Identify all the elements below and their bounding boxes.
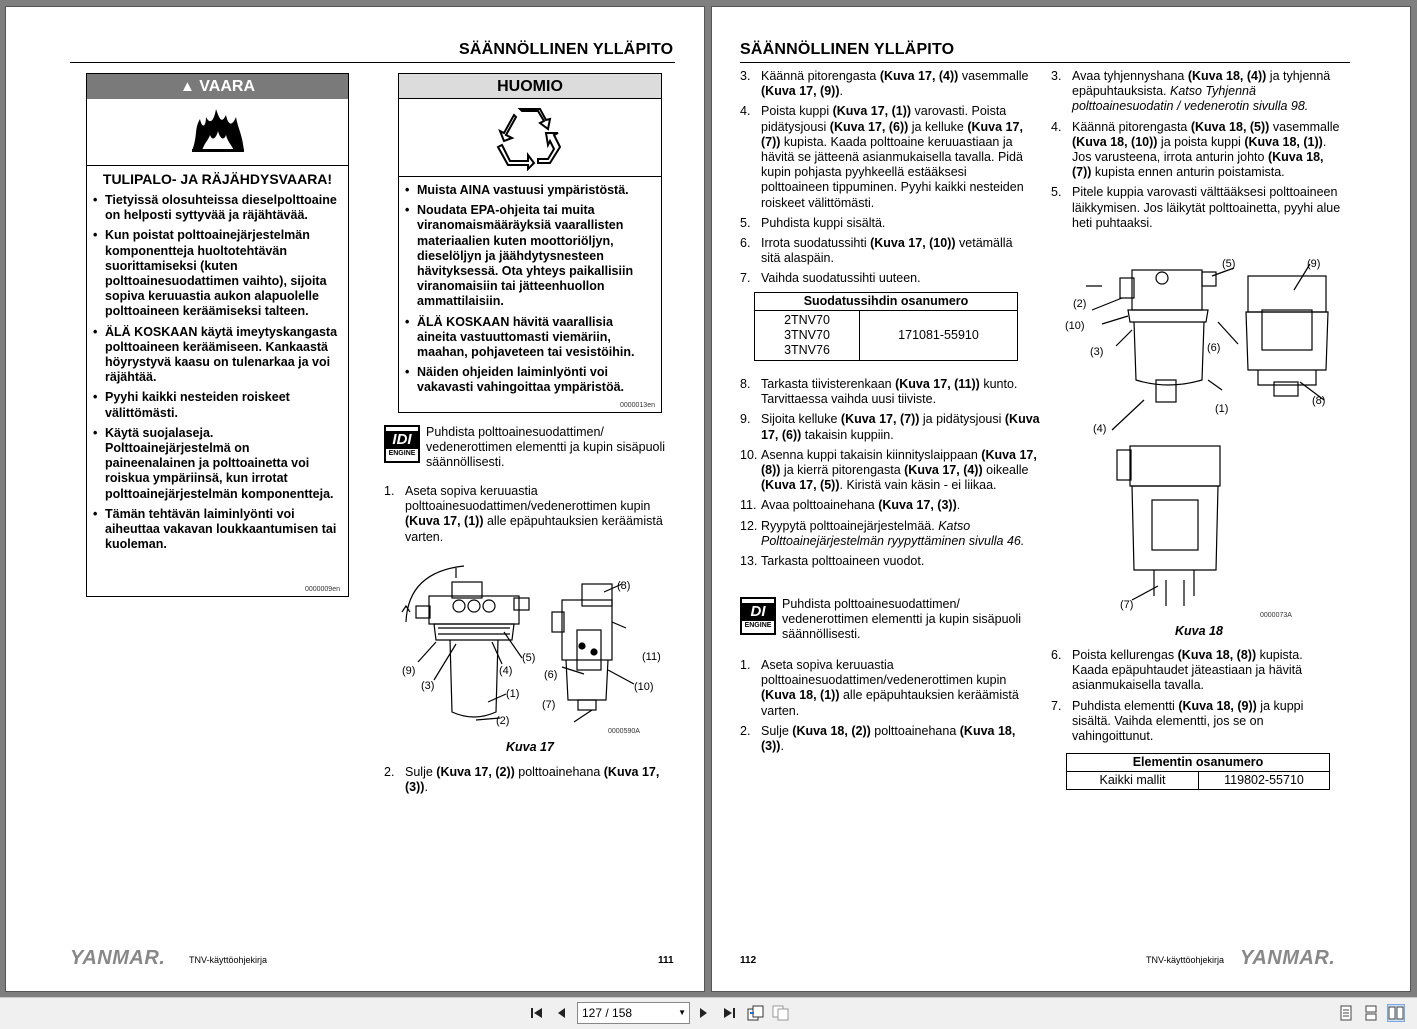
step-text: Irrota suodatussihti (Kuva 17, (10)) vetämällä sitä alaspäin. <box>761 236 1013 266</box>
callout-label: (7) <box>542 699 556 711</box>
figure-caption: Kuva 18 <box>1175 624 1223 638</box>
callout-label: (5) <box>522 652 536 664</box>
list-item <box>740 658 1040 719</box>
list-item: 1. Aseta sopiva keruuastia polttoainesuodattimen/vedenerottimen kupin (Kuva 17, (1)) alle epäpuhtauksien keräämistä varten. <box>384 484 663 544</box>
list-item: • Tietyissä olosuhteissa dieselpolttoaine on helposti syttyvää ja räjähtävää. <box>105 193 340 223</box>
element-part-table <box>1066 753 1330 790</box>
notice-heading: HUOMIO <box>399 74 661 99</box>
box-code: 0000013en <box>619 402 655 409</box>
yanmar-logo: YANMAR. <box>1240 947 1336 969</box>
callout-label: (7) <box>1120 599 1134 611</box>
list-item <box>1051 69 1341 115</box>
step-text: Sulje (Kuva 18, (2)) polttoainehana (Kuva 18, (3)). <box>761 723 1016 754</box>
callout-label: (2) <box>1073 298 1087 310</box>
danger-heading: ▲ VAARA <box>87 74 348 99</box>
step-text: Puhdista kuppi sisältä. <box>761 215 886 230</box>
step-number: 4. <box>740 104 751 119</box>
figure-caption: Kuva 17 <box>506 740 554 754</box>
page-number: 111 <box>658 955 674 966</box>
viewer-toolbar <box>0 997 1417 1029</box>
list-item <box>740 519 1040 549</box>
table-cell: 171081-55910 <box>860 311 1018 361</box>
step-text: Puhdista elementti (Kuva 18, (9)) ja kuppi sisältä. Vaihda elementti, jos se on vahingoittunut. <box>1072 698 1304 744</box>
step-number: 3. <box>740 69 751 83</box>
step-number: 6. <box>740 236 751 251</box>
previous-page-icon[interactable] <box>552 1004 570 1022</box>
step-text: Pitele kuppia varovasti välttääksesi polttoaineen läikkymisen. Jos läikytät polttoainetta, pyyhi alue heti puhtaaksi. <box>1072 185 1341 230</box>
list-item: • Noudata EPA-ohjeita tai muita viranomaismääräyksiä vaarallisten materiaalien kuten moottoriöljyn, dieselöljyn ja jäähdytysnesteen hävityksessä. Ota yhteys paikallisiin viranomaisiin tai jätteenhuollon ammattilaisiin. <box>417 203 653 309</box>
step-number: 11. <box>740 498 757 513</box>
list-item <box>740 412 1040 442</box>
recycle-icon <box>399 99 661 177</box>
callout-label: (6) <box>544 669 558 681</box>
step-text: Poista kuppi (Kuva 17, (1)) varovasti. Poista pidätysjousi (Kuva 17, (6)) ja kelluke (Kuva 17, (7)) kupista. Kaada polttoaine keruuastiaan ja hävitä se jätteenä asianmukaisella tavalla. Pidä kupin pohjasta pyyhkeellä estääksesi polttoaineen tippuminen. Pyyhi kaikki nesteiden roiskeet välittömästi. <box>761 104 1024 210</box>
callout-label: (8) <box>1312 395 1326 407</box>
list-item: 2. Sulje (Kuva 17, (2)) polttoainehana (Kuva 17, (3)). <box>384 765 660 795</box>
list-item <box>740 271 1035 286</box>
notice-list <box>399 177 661 396</box>
step-number: 8. <box>740 377 751 391</box>
step-number: 5. <box>740 215 751 230</box>
step-text: Asenna kuppi takaisin kiinnityslaippaan (Kuva 17, (8)) ja kierrä pitorengasta (Kuva 17, (4)) oikealle (Kuva 17, (5)). Kiristä vain käsin - ei liikaa. <box>761 447 1037 493</box>
di-engine-note <box>740 597 1040 643</box>
list-item: • ÄLÄ KOSKAAN hävitä vaarallisia aineita vastuuttomasti viemäriin, maahan, pohjaveteen tai vesistöihin. <box>417 315 653 361</box>
danger-title: TULIPALO- JA RÄJÄHDYSVAARA! <box>87 165 348 187</box>
list-item: • Tämän tehtävän laiminlyönti voi aiheuttaa vakavan loukkaantumisen tai kuoleman. <box>105 507 340 553</box>
last-page-icon[interactable] <box>720 1004 738 1022</box>
yanmar-logo: YANMAR. <box>70 947 166 969</box>
list-item <box>740 554 1040 569</box>
list-item <box>740 236 1035 266</box>
manual-title: TNV-käyttöohjekirja <box>189 955 268 965</box>
step-number: 9. <box>740 412 751 427</box>
list-item <box>740 498 1040 513</box>
list-item: • Kun poistat polttoainejärjestelmän komponentteja huoltotehtävän suorittamiseksi (kuten polttoainesuodattimen vaihto), sijoita sopiva keruuastia aukon alapuolelle polttoaineen keräämiseksi talteen. <box>105 228 340 319</box>
steps-list <box>384 484 684 550</box>
step-text: Käännä pitorengasta (Kuva 17, (4)) vasemmalle (Kuva 17, (9)). <box>761 69 1029 99</box>
table-cell: 119802-55710 <box>1199 772 1330 790</box>
step-number: 6. <box>1051 648 1062 662</box>
list-item <box>1051 699 1341 745</box>
single-page-view-icon[interactable] <box>1337 1004 1355 1022</box>
step-number: 12. <box>740 518 758 533</box>
callout-label: (5) <box>1222 258 1236 270</box>
step-text: Vaihda suodatussihti uuteen. <box>761 271 921 286</box>
step-number: 13. <box>740 554 758 569</box>
step-text: Tarkasta polttoaineen vuodot. <box>761 554 925 569</box>
list-item: • ÄLÄ KOSKAAN käytä imeytyskangasta polttoaineen keräämiseen. Kankaastä höyrystyvä kaasu on tulenarkaa ja voi räjähtää. <box>105 325 340 386</box>
page-112 <box>711 6 1411 992</box>
list-item <box>740 69 1035 99</box>
di-engine-icon: DI ENGINE <box>740 597 776 635</box>
callout-label: (9) <box>1307 258 1321 270</box>
page-number-input[interactable]: 127 / 158 ▼ <box>577 1002 690 1024</box>
list-item: • Muista AINA vastuusi ympäristöstä. <box>417 183 653 198</box>
next-page-icon[interactable] <box>695 1004 713 1022</box>
table-cell: Kaikki mallit <box>1067 772 1199 790</box>
engine-note-text: Puhdista polttoainesuodattimen/ vedenerottimen elementti ja kupin sisäpuoli säännöllisesti. <box>426 425 666 470</box>
steps-list <box>740 658 1040 759</box>
callout-label: (4) <box>499 665 513 677</box>
callout-label: (8) <box>617 580 631 592</box>
callout-label: (9) <box>402 665 416 677</box>
previous-view-icon[interactable] <box>747 1004 765 1022</box>
steps-list <box>1051 69 1341 236</box>
first-page-icon[interactable] <box>528 1004 546 1022</box>
list-item <box>1051 185 1341 231</box>
step-text: Tarkasta tiivisterenkaan (Kuva 17, (11)) kunto. Tarvittaessa vaihda uusi tiiviste. <box>761 377 1018 407</box>
steps-list <box>740 69 1035 292</box>
page-111 <box>5 6 705 992</box>
danger-list <box>87 187 348 552</box>
fire-icon <box>87 99 348 159</box>
step-number: 4. <box>1051 119 1062 134</box>
callout-label: (3) <box>421 680 435 692</box>
step-number: 2. <box>740 723 751 738</box>
list-item: • Käytä suojalaseja. Polttoainejärjestelmä on paineenalainen ja polttoainetta voi roiskua ympäriinsä, kun irrotat polttoainejärjestelmän komponentteja. <box>105 426 340 502</box>
step-number: 5. <box>1051 185 1062 200</box>
header-rule <box>70 62 675 63</box>
step-text: Aseta sopiva keruuastia polttoainesuodattimen/vedenerottimen kupin (Kuva 18, (1)) alle epäpuhtauksien keräämistä varten. <box>761 658 1019 718</box>
list-item <box>740 216 1035 231</box>
continuous-view-icon[interactable] <box>1362 1004 1380 1022</box>
page-number: 112 <box>740 955 757 966</box>
step-text: Avaa tyhjennyshana (Kuva 18, (4)) ja tyhjennä epäpuhtauksista. Katso Tyhjennä polttoainesuodatin / vedenerotin sivulla 98. <box>1072 69 1331 114</box>
callout-label: (2) <box>496 715 510 727</box>
step-text: Ryypytä polttoainejärjestelmää. Katso Polttoainejärjestelmän ryypyttäminen sivulla 46. <box>761 518 1025 548</box>
callout-label: (1) <box>1215 403 1229 415</box>
step-number: 1. <box>740 658 751 672</box>
step-number: 7. <box>1051 698 1062 713</box>
figure-code: 0000073A <box>1260 612 1292 619</box>
list-item <box>740 448 1040 494</box>
list-item <box>1051 120 1341 181</box>
page-header: SÄÄNNÖLLINEN YLLÄPITO <box>740 41 955 58</box>
idi-engine-icon: IDI ENGINE <box>384 425 420 463</box>
step-text: Sijoita kelluke (Kuva 17, (7)) ja pidätysjousi (Kuva 17, (6)) takaisin kuppiin. <box>761 412 1040 442</box>
callout-label: (10) <box>1065 320 1085 332</box>
manual-title: TNV-käyttöohjekirja <box>1146 955 1225 965</box>
danger-box <box>86 73 349 597</box>
callout-label: (4) <box>1093 423 1107 435</box>
step-number: 7. <box>740 271 751 286</box>
notice-box <box>398 73 662 413</box>
callout-label: (1) <box>506 688 520 700</box>
figure-code: 0000590A <box>608 728 640 735</box>
list-item: • Pyyhi kaikki nesteiden roiskeet välittömästi. <box>105 390 340 420</box>
page-header: SÄÄNNÖLLINEN YLLÄPITO <box>459 41 674 58</box>
step-text: Avaa polttoainehana (Kuva 17, (3)). <box>761 498 961 513</box>
callout-label: (3) <box>1090 346 1104 358</box>
steps-list <box>384 765 684 800</box>
callout-label: (6) <box>1207 342 1221 354</box>
list-item <box>740 104 1035 210</box>
header-rule <box>740 62 1350 63</box>
warning-triangle-icon: ▲ <box>179 78 195 95</box>
step-number: 3. <box>1051 69 1062 83</box>
table-cell: 2TNV70 3TNV70 3TNV76 <box>755 311 860 361</box>
steps-list <box>1051 648 1341 749</box>
idi-engine-note <box>384 425 684 471</box>
figure-17-diagram <box>394 562 664 737</box>
table-header: Suodatussihdin osanumero <box>755 293 1018 311</box>
step-text: Käännä pitorengasta (Kuva 18, (5)) vasemmalle (Kuva 18, (10)) ja poista kuppi (Kuva 18, (1)). Jos varusteena, irrota anturin johto (Kuva 18, (7)) kupista ennen anturin poistamista. <box>1072 119 1340 180</box>
step-text: Poista kellurengas (Kuva 18, (8)) kupista. Kaada epäpuhtaudet jäteastiaan ja hävitä asianmukaisella tavalla. <box>1072 648 1303 693</box>
next-view-icon[interactable] <box>772 1004 790 1022</box>
box-code: 0000009en <box>304 586 340 593</box>
list-item <box>740 377 1040 407</box>
strainer-part-table <box>754 292 1018 361</box>
callout-label: (11) <box>642 651 661 663</box>
callout-label: (10) <box>634 681 654 693</box>
step-number: 10. <box>740 447 758 462</box>
two-page-view-icon[interactable] <box>1387 1004 1405 1022</box>
steps-list <box>740 377 1040 574</box>
figure-18-diagram <box>1062 250 1342 620</box>
chevron-down-icon[interactable]: ▼ <box>678 1008 686 1017</box>
table-header: Elementin osanumero <box>1067 754 1330 772</box>
engine-note-text: Puhdista polttoainesuodattimen/ vedenerottimen elementti ja kupin sisäpuoli säännöllisesti. <box>782 597 1022 642</box>
list-item <box>1051 648 1341 694</box>
list-item: • Näiden ohjeiden laiminlyönti voi vakavasti vahingoittaa ympäristöä. <box>417 365 653 395</box>
list-item <box>740 724 1040 754</box>
